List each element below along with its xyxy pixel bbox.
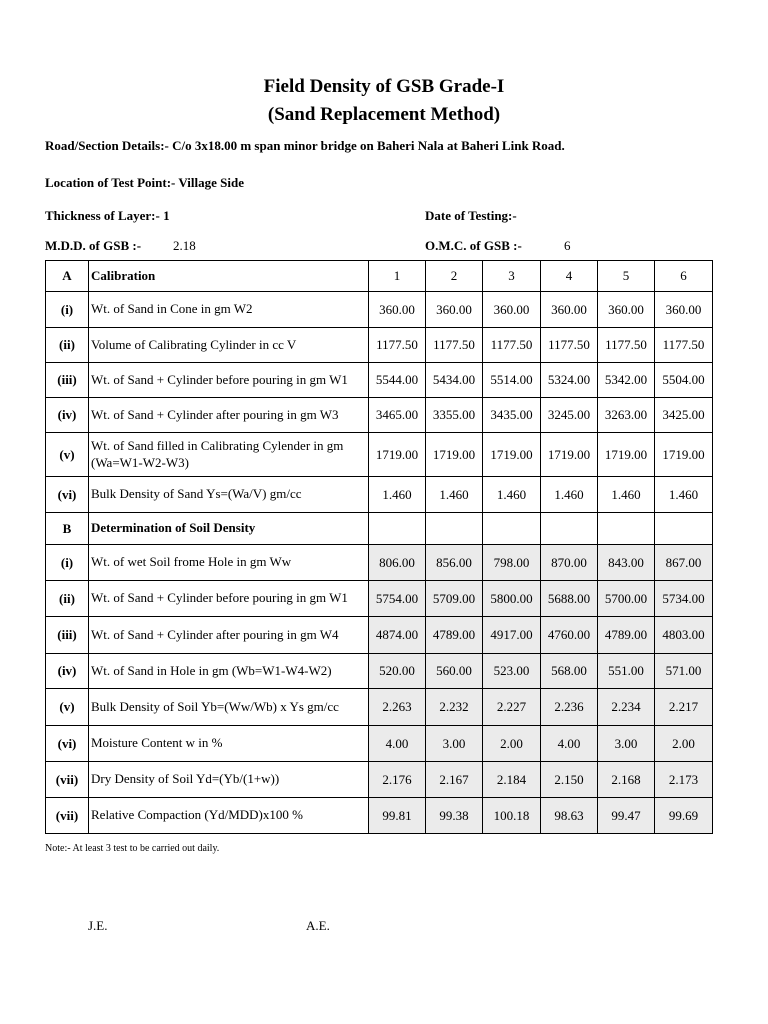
row-label: Wt. of Sand + Cylinder after pouring in gm W4 xyxy=(89,617,369,654)
omc-label: O.M.C. of GSB :- xyxy=(425,238,522,253)
value-cell: 4803.00 xyxy=(655,617,713,654)
value-cell: 5544.00 xyxy=(369,363,426,398)
column-header: 6 xyxy=(655,261,713,292)
value-cell: 360.00 xyxy=(655,292,713,328)
table-row xyxy=(46,292,713,328)
value-cell: 4.00 xyxy=(541,726,598,762)
row-label xyxy=(89,433,369,477)
value-cell: 5800.00 xyxy=(483,581,541,617)
document-subtitle: (Sand Replacement Method) xyxy=(267,104,501,125)
row-index: (v) xyxy=(46,433,89,477)
table-row xyxy=(46,689,713,726)
value-cell: 99.47 xyxy=(598,798,655,834)
document-title: Field Density of GSB Grade-I xyxy=(263,76,505,97)
value-cell: 2.176 xyxy=(369,762,426,798)
value-cell: 571.00 xyxy=(655,654,713,689)
value-cell: 2.217 xyxy=(655,689,713,726)
row-label: Relative Compaction (Yd/MDD)x100 % xyxy=(89,798,369,834)
value-cell: 870.00 xyxy=(541,545,598,581)
value-cell: 1.460 xyxy=(426,477,483,513)
value-cell: 798.00 xyxy=(483,545,541,581)
value-cell: 806.00 xyxy=(369,545,426,581)
value-cell: 843.00 xyxy=(598,545,655,581)
value-cell: 3.00 xyxy=(598,726,655,762)
row-label: Moisture Content w in % xyxy=(89,726,369,762)
value-cell: 4.00 xyxy=(369,726,426,762)
row-label: Wt. of Sand in Hole in gm (Wb=W1-W4-W2) xyxy=(89,654,369,689)
table-row xyxy=(46,545,713,581)
mdd-value: 2.18 xyxy=(173,238,196,253)
value-cell: 4789.00 xyxy=(426,617,483,654)
table-row xyxy=(46,433,713,477)
column-header: 4 xyxy=(541,261,598,292)
value-cell: 2.184 xyxy=(483,762,541,798)
row-label: Wt. of wet Soil frome Hole in gm Ww xyxy=(89,545,369,581)
table-header-row xyxy=(46,261,713,292)
value-cell: 5734.00 xyxy=(655,581,713,617)
value-cell: 1177.50 xyxy=(598,328,655,363)
value-cell: 2.263 xyxy=(369,689,426,726)
value-cell: 867.00 xyxy=(655,545,713,581)
value-cell: 2.232 xyxy=(426,689,483,726)
row-label: Volume of Calibrating Cylinder in cc V xyxy=(89,328,369,363)
row-label: Bulk Density of Sand Ys=(Wa/V) gm/cc xyxy=(89,477,369,513)
ae-signature-label: A.E. xyxy=(306,918,330,933)
value-cell: 360.00 xyxy=(426,292,483,328)
value-cell: 1177.50 xyxy=(369,328,426,363)
value-cell: 1719.00 xyxy=(426,433,483,477)
value-cell: 1.460 xyxy=(598,477,655,513)
value-cell: 99.38 xyxy=(426,798,483,834)
table-row xyxy=(46,581,713,617)
row-index: (i) xyxy=(46,292,89,328)
value-cell: 1.460 xyxy=(369,477,426,513)
value-cell: 1719.00 xyxy=(541,433,598,477)
row-label-line: Wt. of Sand filled in Calibrating Cylender in gm xyxy=(91,437,344,453)
table-row xyxy=(46,617,713,654)
value-cell: 1719.00 xyxy=(483,433,541,477)
value-cell: 2.234 xyxy=(598,689,655,726)
value-cell: 5700.00 xyxy=(598,581,655,617)
value-cell: 360.00 xyxy=(369,292,426,328)
thickness-of-layer: Thickness of Layer:- 1 xyxy=(45,208,170,223)
value-cell: 1719.00 xyxy=(369,433,426,477)
row-label-line: (Wa=W1-W2-W3) xyxy=(91,454,189,470)
field-density-table xyxy=(45,260,713,834)
section-b-index: B xyxy=(46,513,89,545)
road-section-details: Road/Section Details:- C/o 3x18.00 m span minor bridge on Baheri Nala at Baheri Link Road. xyxy=(45,138,565,153)
value-cell: 3425.00 xyxy=(655,398,713,433)
value-cell: 99.69 xyxy=(655,798,713,834)
row-index: (vii) xyxy=(46,798,89,834)
column-header: 1 xyxy=(369,261,426,292)
value-cell: 360.00 xyxy=(541,292,598,328)
empty-cell xyxy=(483,513,541,545)
empty-cell xyxy=(369,513,426,545)
table-body xyxy=(46,261,713,834)
value-cell: 2.167 xyxy=(426,762,483,798)
row-index: (vi) xyxy=(46,726,89,762)
table-row xyxy=(46,798,713,834)
value-cell: 551.00 xyxy=(598,654,655,689)
value-cell: 520.00 xyxy=(369,654,426,689)
value-cell: 2.00 xyxy=(655,726,713,762)
value-cell: 3245.00 xyxy=(541,398,598,433)
row-label: Bulk Density of Soil Yb=(Ww/Wb) x Ys gm/cc xyxy=(89,689,369,726)
value-cell: 5324.00 xyxy=(541,363,598,398)
row-label: Wt. of Sand + Cylinder before pouring in gm W1 xyxy=(89,363,369,398)
row-index: (v) xyxy=(46,689,89,726)
value-cell: 4789.00 xyxy=(598,617,655,654)
row-label: Dry Density of Soil Yd=(Yb/(1+w)) xyxy=(89,762,369,798)
omc-value: 6 xyxy=(564,238,571,253)
row-index: (ii) xyxy=(46,328,89,363)
value-cell: 360.00 xyxy=(483,292,541,328)
value-cell: 100.18 xyxy=(483,798,541,834)
row-label: Wt. of Sand + Cylinder after pouring in gm W3 xyxy=(89,398,369,433)
mdd-label: M.D.D. of GSB :- xyxy=(45,238,142,253)
empty-cell xyxy=(541,513,598,545)
table-row xyxy=(46,654,713,689)
empty-cell xyxy=(598,513,655,545)
value-cell: 1177.50 xyxy=(541,328,598,363)
value-cell: 1719.00 xyxy=(655,433,713,477)
column-header: 2 xyxy=(426,261,483,292)
value-cell: 5688.00 xyxy=(541,581,598,617)
table-row xyxy=(46,477,713,513)
table-row xyxy=(46,363,713,398)
value-cell: 5754.00 xyxy=(369,581,426,617)
table-row xyxy=(46,726,713,762)
value-cell: 4760.00 xyxy=(541,617,598,654)
value-cell: 1.460 xyxy=(541,477,598,513)
value-cell: 2.00 xyxy=(483,726,541,762)
location-of-test-point: Location of Test Point:- Village Side xyxy=(45,175,244,190)
value-cell: 3355.00 xyxy=(426,398,483,433)
value-cell: 1177.50 xyxy=(426,328,483,363)
row-index: (ii) xyxy=(46,581,89,617)
empty-cell xyxy=(655,513,713,545)
value-cell: 568.00 xyxy=(541,654,598,689)
value-cell: 5709.00 xyxy=(426,581,483,617)
section-a-index: A xyxy=(46,261,89,292)
table-row xyxy=(46,762,713,798)
value-cell: 1719.00 xyxy=(598,433,655,477)
value-cell: 856.00 xyxy=(426,545,483,581)
value-cell: 1177.50 xyxy=(655,328,713,363)
value-cell: 99.81 xyxy=(369,798,426,834)
value-cell: 4874.00 xyxy=(369,617,426,654)
empty-cell xyxy=(426,513,483,545)
row-index: (vii) xyxy=(46,762,89,798)
value-cell: 2.168 xyxy=(598,762,655,798)
value-cell: 2.173 xyxy=(655,762,713,798)
table-row xyxy=(46,398,713,433)
value-cell: 3435.00 xyxy=(483,398,541,433)
footnote: Note:- At least 3 test to be carried out daily. xyxy=(45,843,220,854)
row-index: (iv) xyxy=(46,654,89,689)
row-index: (iii) xyxy=(46,617,89,654)
value-cell: 2.236 xyxy=(541,689,598,726)
value-cell: 3263.00 xyxy=(598,398,655,433)
je-signature-label: J.E. xyxy=(88,918,108,933)
column-header: 3 xyxy=(483,261,541,292)
row-label: Wt. of Sand + Cylinder before pouring in gm W1 xyxy=(89,581,369,617)
section-a-label: Calibration xyxy=(89,261,369,292)
value-cell: 3465.00 xyxy=(369,398,426,433)
value-cell: 1177.50 xyxy=(483,328,541,363)
value-cell: 560.00 xyxy=(426,654,483,689)
value-cell: 1.460 xyxy=(655,477,713,513)
value-cell: 2.227 xyxy=(483,689,541,726)
value-cell: 2.150 xyxy=(541,762,598,798)
row-label: Wt. of Sand in Cone in gm W2 xyxy=(89,292,369,328)
row-index: (vi) xyxy=(46,477,89,513)
column-header: 5 xyxy=(598,261,655,292)
row-index: (i) xyxy=(46,545,89,581)
table-row xyxy=(46,328,713,363)
section-b-row xyxy=(46,513,713,545)
row-index: (iii) xyxy=(46,363,89,398)
section-b-label: Determination of Soil Density xyxy=(89,513,369,545)
value-cell: 523.00 xyxy=(483,654,541,689)
value-cell: 360.00 xyxy=(598,292,655,328)
value-cell: 1.460 xyxy=(483,477,541,513)
value-cell: 3.00 xyxy=(426,726,483,762)
date-of-testing: Date of Testing:- xyxy=(425,208,517,223)
value-cell: 4917.00 xyxy=(483,617,541,654)
row-index: (iv) xyxy=(46,398,89,433)
value-cell: 98.63 xyxy=(541,798,598,834)
value-cell: 5342.00 xyxy=(598,363,655,398)
value-cell: 5434.00 xyxy=(426,363,483,398)
value-cell: 5504.00 xyxy=(655,363,713,398)
value-cell: 5514.00 xyxy=(483,363,541,398)
